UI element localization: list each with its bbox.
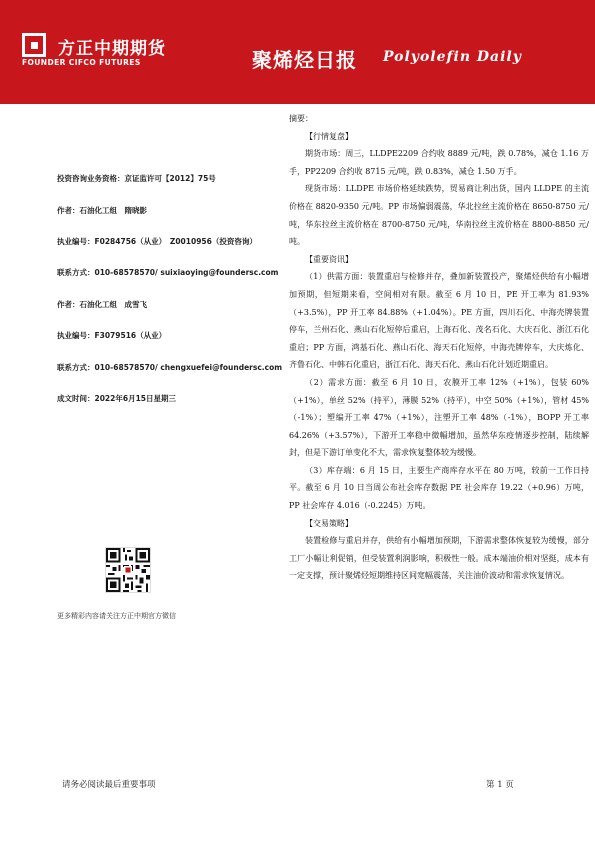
page-number: 第 1 页 [486,780,514,790]
futures-market-paragraph: 期货市场：周三，LLDPE2209 合约收 8889 元/吨，跌 0.78%，减仓 1.16 万手，PP2209 合约收 8715 元/吨，跌 0.83%，减仓 1.50 万手。 [289,149,589,176]
report-body [289,110,589,585]
contact-1: 联系方式：010-68578570/ suixiaoying@foundersc.com [57,268,279,277]
report-title-cn: 聚烯烃日报 [252,48,357,72]
company-name-en: FOUNDER CIFCO FUTURES [22,58,141,67]
report-date: 成文时间：2022年6月15日星期三 [57,394,177,403]
report-title-en: Polyolefin Daily [383,49,522,65]
section-title-key-news: 【重要资讯】 [305,254,353,264]
summary-label: 摘要： [289,114,313,123]
section-title-strategy: 【交易策略】 [305,518,353,528]
qr-code-icon [105,547,151,593]
author-2: 作者：石油化工组 成雪飞 [57,300,147,309]
section-title-market-review: 【行情复盘】 [305,131,353,141]
author-1: 作者：石油化工组 隋晓影 [57,206,147,215]
company-name-cn: 方正中期期货 [58,39,166,59]
demand-paragraph: （2）需求方面：截至 6 月 10 日，农膜开工率 12%（+1%），包装 60%（+1%），单丝 52%（持平），薄膜 52%（持平），中空 50%（+1%），管材 45%（-1%）；塑编开工率 47%（+1%），注塑开工率 48%（-1%），BOPP 开工率 64.26%（+3.57%），下游开工率稳中微幅增加，虽然华东疫情逐步控制，陆续解封，但是下游订单变化不大，需求恢复整体较为缓慢。 [289,377,589,458]
license-1: 执业编号：F0284756（从业） Z0010956（投资咨询） [57,237,257,246]
strategy-paragraph: 装置检修与重启并存，供给有小幅增加预期，下游需求整体恢复较为缓慢，部分工厂小幅让利促销，但受装置利润影响，积极性一般。成本端油价相对坚挺，成本有一定支撑，预计聚烯烃短期维持区间宽幅震荡，关注油价波动和需求恢复情况。 [289,536,589,581]
supply-paragraph: （1）供需方面：装置重启与检修并存，叠加新装置投产，聚烯烃供给有小幅增加预期，但短期来看，空间相对有限。截至 6 月 10 日，PE 开工率为 81.93%（+3.5%），PP 开工率 84.88%（+1.04%）。PE 方面，四川石化、中海壳牌装置停车，兰州石化、燕山石化短停后重启，上海石化、茂名石化、大庆石化、浙江石化重启；PP 方面，鸿基石化、燕山石化、海天石化短停，中海壳牌停车，大庆炼化、齐鲁石化、中韩石化重启，浙江石化、海天石化、燕山石化计划近期重启。 [289,272,589,370]
contact-2: 联系方式：010-68578570/ chengxuefei@foundersc.com [57,363,283,372]
license-2: 执业编号：F3079516（从业） [57,331,167,340]
header-banner [0,0,595,104]
qr-caption: 更多精彩内容请关注方正中期官方微信 [57,612,176,620]
company-logo-icon [22,33,46,57]
inventory-paragraph: （3）库存端：6 月 15 日，主要生产商库存水平在 80 万吨，较前一工作日持平。截至 6 月 10 日当周公布社会库存数据 PE 社会库存 19.22（+0.96）万吨，PP 社会库存 4.016（-0.2245）万吨。 [289,465,589,511]
spot-market-paragraph: 现货市场：LLDPE 市场价格延续跌势，贸易商让利出货，国内 LLDPE 的主流价格在 8820-9350 元/吨。PP 市场偏弱震荡，华北拉丝主流价格在 8650-8750 元/吨，华东拉丝主流价格在 8700-8750 元/吨，华南拉丝主流价格在 8800-8850 元/吨。 [289,184,589,247]
qualification-text: 投资咨询业务资格：京证监许可【2012】75号 [57,174,216,183]
footer-disclaimer: 请务必阅读最后重要事项 [62,780,156,790]
